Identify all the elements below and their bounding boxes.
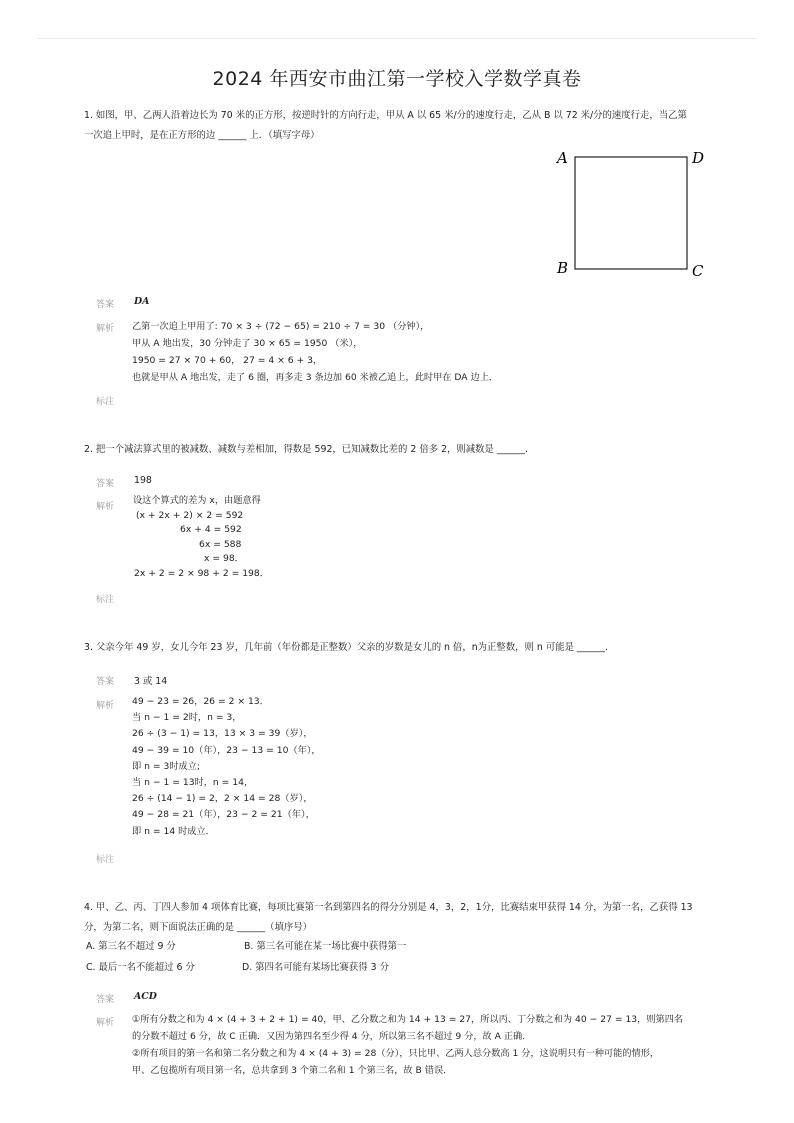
analysis-line: 也就是甲从 A 地出发，走了 6 圈，再多走 3 条边加 60 米被乙追上，此时甲在 DA 边上．: [132, 372, 499, 383]
vertex-a-label: A: [557, 149, 568, 167]
analysis-line: 当 n − 1 = 2时，n = 3，: [132, 712, 242, 724]
page-title: 2024 年西安市曲江第一学校入学数学真卷: [212, 68, 582, 90]
question-3-note-label: 标注: [96, 855, 115, 865]
analysis-line: 2x + 2 = 2 × 98 + 2 = 198．: [134, 567, 269, 579]
question-3-line-1: 3. 父亲今年 49 岁，女儿今年 23 岁，几年前（年份都是正整数）父亲的岁数是女儿的 n 倍，n为正整数，则 n 可能是 ______．: [84, 642, 615, 653]
question-1-note-label: 标注: [96, 397, 115, 407]
analysis-line: ②所有项目的第一名和第二名分数之和为 4 × (4 + 3) = 28（分），只比甲、乙两人总分数高 1 分，这说明只有一种可能的情形，: [132, 1048, 660, 1059]
analysis-line: 设这个算式的差为 x，由题意得: [133, 495, 261, 506]
analysis-line: x = 98．: [204, 553, 244, 564]
question-4-text: [84, 898, 710, 938]
analysis-line: 乙第一次追上甲用了: 70 × 3 ÷ (72 − 65) = 210 ÷ 7 = 30 （分钟），: [132, 321, 430, 332]
vertex-d-label: D: [692, 149, 705, 167]
analysis-line: 49 − 39 = 10（年），23 − 13 = 10（年），: [132, 744, 321, 756]
question-4-line-2: 分，为第二名，则下面说法正确的是 ______（填序号）: [84, 922, 312, 933]
analysis-line: (x + 2x + 2) × 2 = 592: [136, 509, 244, 521]
question-1-text: [84, 106, 710, 146]
question-3-analysis: [132, 694, 722, 840]
question-4-analysis-label: 解析: [96, 1018, 115, 1028]
question-2-analysis: [132, 494, 722, 581]
question-1-line-1: 1. 如图，甲、乙两人沿着边长为 70 米的正方形，按逆时针的方向行走，甲从 A 以 65 米/分的速度行走，乙从 B 以 72 米/分的速度行走，当乙第: [84, 110, 687, 121]
vertex-b-label: B: [557, 259, 569, 277]
question-4-answer-label: 答案: [96, 995, 115, 1005]
analysis-line: 26 ÷ (3 − 1) = 13，13 × 3 = 39（岁），: [132, 728, 313, 740]
question-4-line-1: 4. 甲、乙、丙、丁四人参加 4 项体育比赛，每项比赛第一名到第四名的得分分别是 4，3，2，1分，比赛结束甲获得 14 分，为第一名，乙获得 13: [84, 902, 693, 913]
top-divider: [38, 38, 756, 39]
vertex-c-label: C: [692, 262, 704, 280]
question-2-answer: 198: [134, 475, 152, 486]
question-2-line-1: 2. 把一个减法算式里的被减数、减数与差相加，得数是 592，已知减数比差的 2 倍多 2，则减数是 ______．: [84, 444, 535, 455]
option-c: C. 最后一名不能超过 6 分: [86, 962, 195, 973]
analysis-line: 1950 = 27 × 70 + 60， 27 = 4 × 6 + 3，: [132, 355, 323, 366]
analysis-line: 6x + 4 = 592: [180, 524, 242, 535]
question-3-answer: 3 或 14: [134, 676, 168, 687]
analysis-line: 6x = 588: [199, 538, 242, 550]
analysis-line: ①所有分数之和为 4 × (4 + 3 + 2 + 1) = 40，甲、乙分数之和为 14 + 13 = 27，所以丙、丁分数之和为 40 − 27 = 13，则第四名: [132, 1014, 684, 1025]
analysis-line: 甲从 A 地出发，30 分钟走了 30 × 65 = 1950 （米），: [132, 338, 363, 349]
question-2-answer-label: 答案: [96, 479, 115, 489]
question-2-note-label: 标注: [96, 595, 115, 605]
question-1-answer-label: 答案: [96, 300, 115, 310]
analysis-line: 的分数不超过 6 分，故 C 正确．又因为第四名至少得 4 分，所以第三名不超过 9 分，故 A 正确．: [132, 1031, 532, 1042]
analysis-line: 即 n = 3时成立;: [132, 760, 200, 772]
question-3-text: [84, 638, 710, 658]
analysis-line: 26 ÷ (14 − 1) = 2，2 × 14 = 28（岁），: [132, 793, 313, 805]
question-1-analysis: [132, 318, 722, 386]
question-4-answer: ACD: [134, 991, 157, 1002]
question-3-analysis-label: 解析: [96, 701, 115, 711]
question-3-answer-label: 答案: [96, 677, 115, 687]
analysis-line: 49 − 28 = 21（年），23 − 2 = 21（年），: [132, 809, 315, 821]
question-1-line-2: 一次追上甲时，是在正方形的边 ______ 上．（填写字母）: [84, 130, 320, 141]
question-2-text: [84, 440, 710, 460]
question-1-analysis-label: 解析: [96, 324, 115, 334]
analysis-line: 49 − 23 = 26，26 = 2 × 13．: [132, 696, 269, 707]
option-b: B. 第三名可能在某一场比赛中获得第一: [244, 941, 407, 952]
question-2-analysis-label: 解析: [96, 502, 115, 512]
option-d: D. 第四名可能有某场比赛获得 3 分: [242, 962, 389, 973]
analysis-line: 当 n − 1 = 13时，n = 14，: [132, 777, 254, 789]
analysis-line: 即 n = 14 时成立．: [132, 825, 215, 837]
analysis-line: 甲、乙包揽所有项目第一名，总共拿到 3 个第二名和 1 个第三名，故 B 错误．: [132, 1065, 453, 1076]
question-1-answer: DA: [134, 296, 150, 307]
square-diagram: [552, 144, 712, 284]
option-a: A. 第三名不超过 9 分: [86, 941, 176, 952]
question-4-analysis: [132, 1011, 732, 1079]
